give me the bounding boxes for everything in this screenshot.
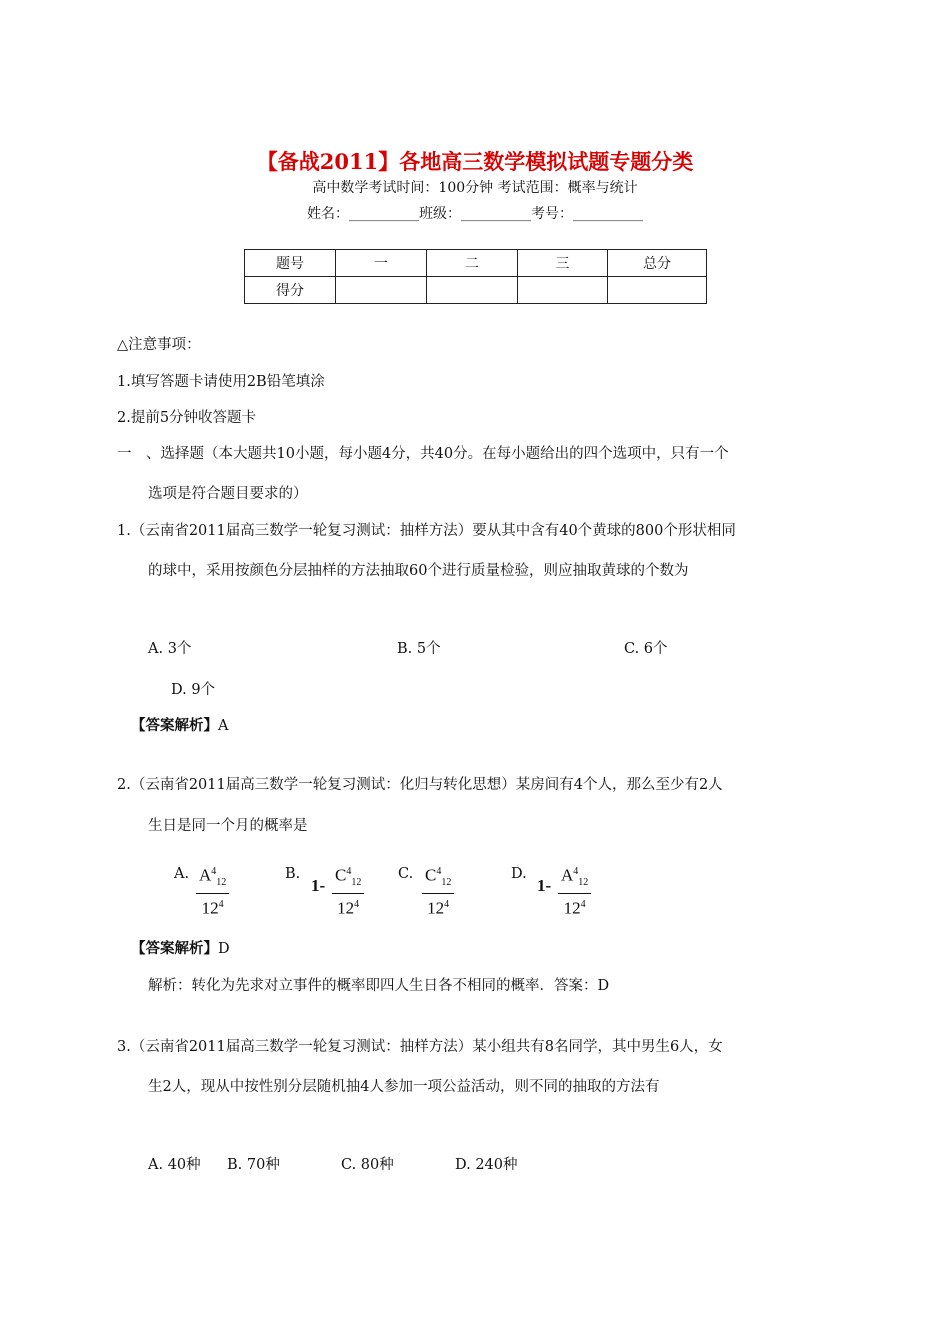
question-2-text: 2.（云南省2011届高三数学一轮复习测试：化归与转化思想）某房间有4个人，那么至少有2人	[117, 777, 723, 793]
option-a-formula[interactable]	[196, 862, 229, 920]
option-a-label[interactable]: A.	[174, 866, 190, 882]
option-d[interactable]: D. 240种	[455, 1157, 518, 1173]
question-1-text: 1.（云南省2011届高三数学一轮复习测试：抽样方法）要从其中含有40个黄球的800个形状相同	[117, 523, 736, 539]
note-item: 2.提前5分钟收答题卡	[117, 410, 257, 426]
section-heading-cont: 选项是符合题目要求的）	[148, 486, 308, 502]
formula-den-exp: 4	[218, 899, 224, 911]
formula-den-exp: 4	[580, 899, 586, 911]
exam-info: 高中数学考试时间：100分钟 考试范围：概率与统计	[312, 180, 638, 196]
formula-letter: C	[335, 865, 347, 885]
formula-letter: C	[425, 865, 437, 885]
formula-den-exp: 4	[444, 899, 450, 911]
page-title: 【备战2011】各地高三数学模拟试题专题分类	[256, 149, 694, 174]
formula-sub: 12	[441, 877, 452, 889]
answer-label: 【答案解析】	[131, 717, 218, 734]
option-d[interactable]: D. 9个	[171, 682, 216, 698]
answer-value: D	[218, 941, 230, 957]
score-table	[244, 249, 707, 304]
formula-den-exp: 4	[354, 899, 360, 911]
question-3-text-cont: 生2人，现从中按性别分层随机抽4人参加一项公益活动，则不同的抽取的方法有	[148, 1079, 660, 1095]
table-cell: 一	[336, 250, 427, 277]
option-a[interactable]: A. 3个	[148, 641, 192, 657]
table-cell: 总分	[608, 250, 707, 277]
score-input-cell[interactable]	[427, 277, 518, 304]
formula-den: 12	[337, 898, 355, 918]
score-input-cell[interactable]	[608, 277, 707, 304]
one-minus: 1-	[311, 876, 326, 895]
formula-sub: 12	[216, 877, 227, 889]
formula-sup: 4	[211, 866, 217, 877]
table-cell: 题号	[245, 250, 336, 277]
one-minus: 1-	[537, 876, 552, 895]
option-d-label[interactable]: D.	[511, 866, 527, 882]
option-b-label[interactable]: B.	[285, 866, 301, 882]
score-input-cell[interactable]	[518, 277, 608, 304]
formula-den: 12	[427, 898, 445, 918]
formula-letter: A	[199, 865, 212, 885]
student-info: 姓名：__________班级：__________考号：__________	[307, 206, 643, 222]
score-input-cell[interactable]	[336, 277, 427, 304]
option-b-formula[interactable]	[332, 862, 364, 920]
score-table-header-row	[245, 250, 707, 277]
option-c[interactable]: C. 80种	[341, 1157, 394, 1173]
option-d-formula[interactable]	[558, 862, 591, 920]
question-1-text-cont: 的球中，采用按颜色分层抽样的方法抽取60个进行质量检验，则应抽取黄球的个数为	[148, 563, 689, 579]
formula-den: 12	[201, 898, 219, 918]
formula-sub: 12	[578, 877, 589, 889]
formula-sup: 4	[573, 866, 579, 877]
question-3-text: 3.（云南省2011届高三数学一轮复习测试：抽样方法）某小组共有8名同学，其中男生6人，女	[117, 1039, 723, 1055]
explanation-2: 解析：转化为先求对立事件的概率即四人生日各不相同的概率．答案：D	[148, 978, 610, 994]
formula-sup: 4	[436, 866, 442, 877]
option-a[interactable]: A. 40种	[148, 1157, 201, 1173]
answer-value: A	[218, 718, 229, 734]
notes-title: △注意事项：	[117, 337, 201, 353]
note-item: 1.填写答题卡请使用2B铅笔填涂	[117, 374, 325, 390]
answer-2	[131, 937, 230, 958]
formula-den: 12	[563, 898, 581, 918]
answer-1	[131, 714, 228, 735]
formula-letter: A	[561, 865, 574, 885]
table-cell: 三	[518, 250, 608, 277]
answer-label: 【答案解析】	[131, 940, 218, 957]
formula-sup: 4	[346, 866, 352, 877]
table-cell: 得分	[245, 277, 336, 304]
option-c-formula[interactable]	[422, 862, 454, 920]
option-b[interactable]: B. 70种	[227, 1157, 280, 1173]
option-b[interactable]: B. 5个	[397, 641, 441, 657]
question-2-text-cont: 生日是同一个月的概率是	[148, 818, 308, 834]
table-cell: 二	[427, 250, 518, 277]
option-c-label[interactable]: C.	[398, 866, 414, 882]
score-table-score-row	[245, 277, 707, 304]
formula-sub: 12	[351, 877, 362, 889]
section-heading: 一 、选择题（本大题共10小题，每小题4分，共40分。在每小题给出的四个选项中，只有一个	[117, 446, 729, 462]
option-c[interactable]: C. 6个	[624, 641, 668, 657]
